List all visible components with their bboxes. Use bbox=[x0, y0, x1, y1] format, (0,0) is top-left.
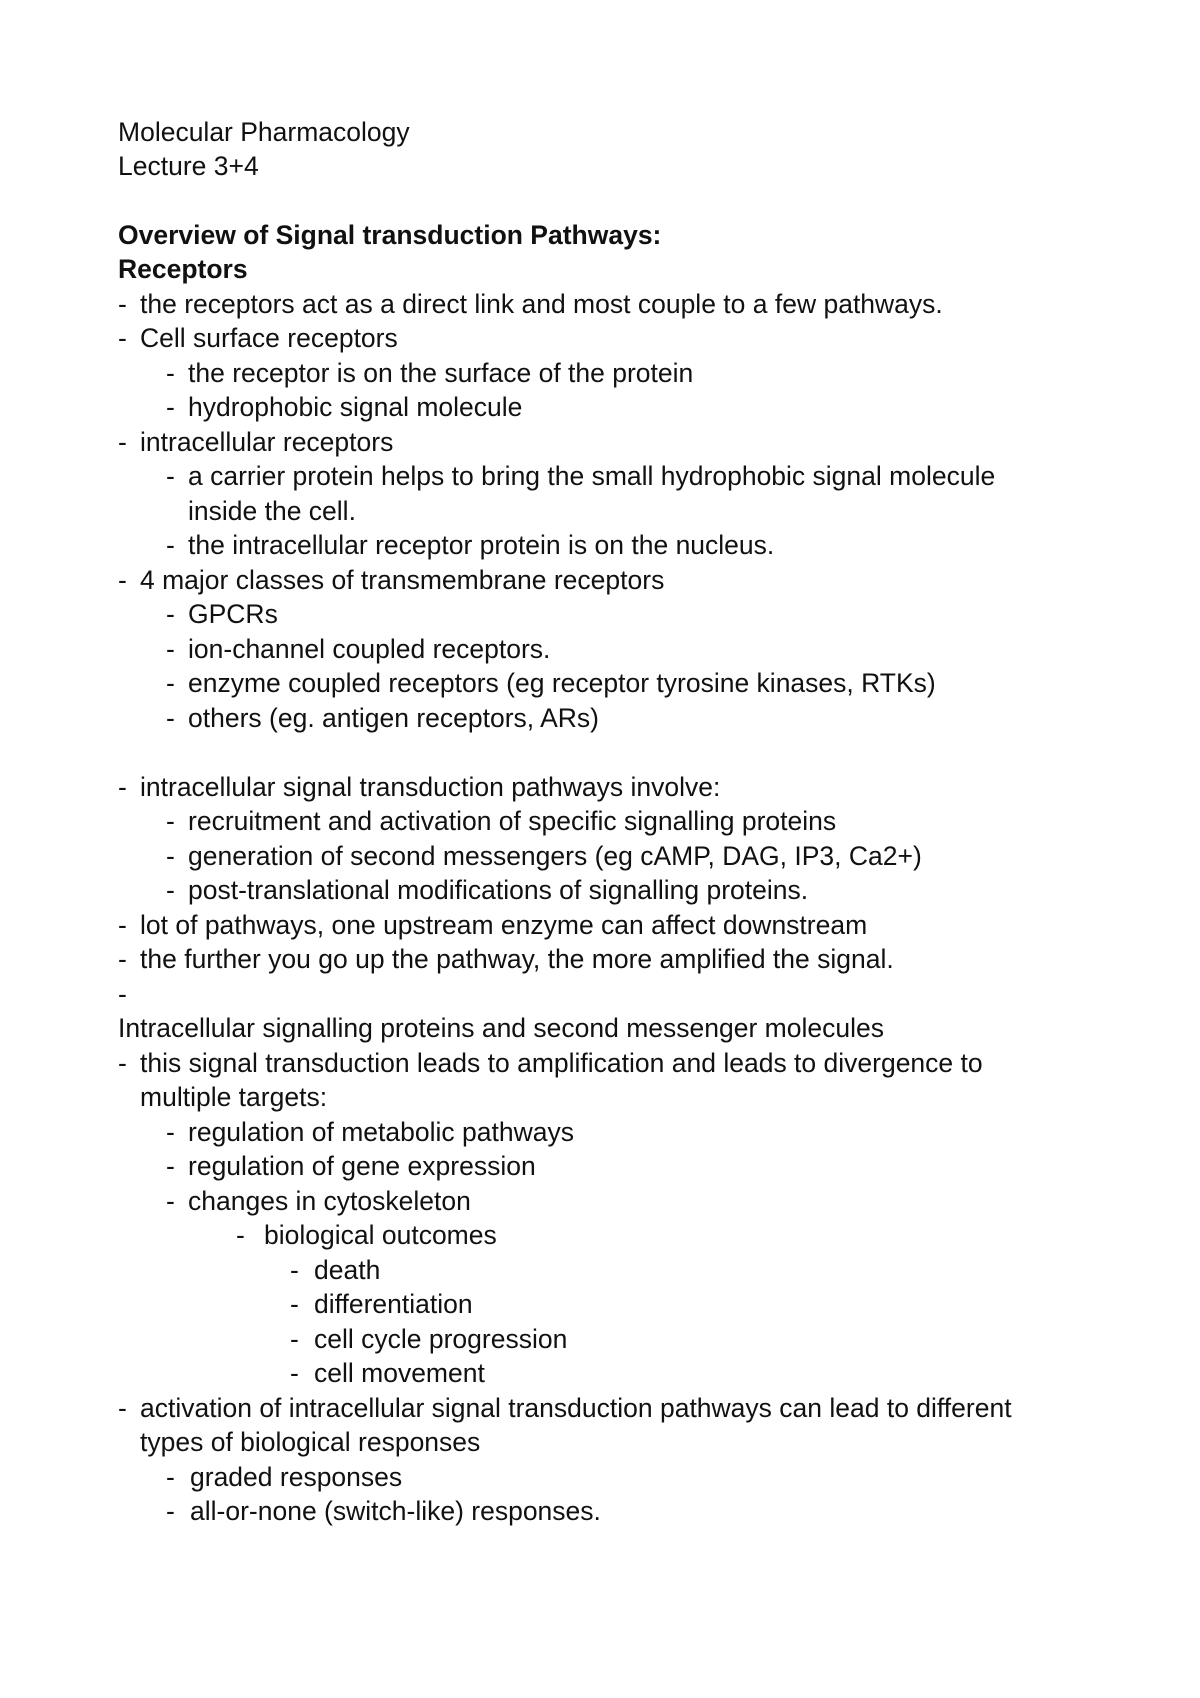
subsection-heading-signalling: Intracellular signalling proteins and second messenger molecules bbox=[118, 1013, 884, 1043]
list-item-continuation: types of biological responses bbox=[140, 1427, 481, 1457]
list-item-continuation: multiple targets: bbox=[140, 1082, 328, 1112]
subsection-heading-receptors: Receptors bbox=[118, 254, 248, 284]
lecture-number: Lecture 3+4 bbox=[118, 151, 259, 181]
document-page: Molecular Pharmacology Lecture 3+4 Overview of Signal transduction Pathways: Receptors - the receptors act as a direct link and most couple to a few pathways. - Cell surface receptors - the receptor is on the surface of the protein - hydrophobic signal molecule - intracellular receptors - a carrier protein helps to bring the small hydrophobic signal molecule inside the cell. - the intracellular receptor protein is on the nucleus. - 4 major classes of transmembrane receptors - GPCRs - ion-channel coupled receptors. - enzyme coupled receptors (eg receptor tyrosine kinases, RTKs) - others (eg. antigen receptors, ARs) - intracellular signal transduction pathways involve: - recruitment and activation of specific signalling proteins - generation of second messengers (eg cAMP, DAG, IP3, Ca2+) - post-translational modifications of signalling proteins. - lot of pathways, one upstream enzyme can affect downstream - the further you go up the pathway, the more amplified the signal. - Intracellular signalling proteins and second messenger molecules - this signal transduction leads to amplification and leads to divergence to multiple targets: - regulation of metabolic pathways - regulation of gene expression - changes in cytoskeleton - biological outcomes - death - differentiation - cell cycle progression - cell movement - activation of intracellular signal transduction pathways can lead to different types of biological responses - graded responses - all-or-none (switch-like) responses. bbox=[118, 117, 1012, 1526]
section-heading: Overview of Signal transduction Pathways: bbox=[118, 220, 662, 250]
list-item-continuation: inside the cell. bbox=[188, 496, 356, 526]
course-title: Molecular Pharmacology bbox=[118, 117, 410, 147]
